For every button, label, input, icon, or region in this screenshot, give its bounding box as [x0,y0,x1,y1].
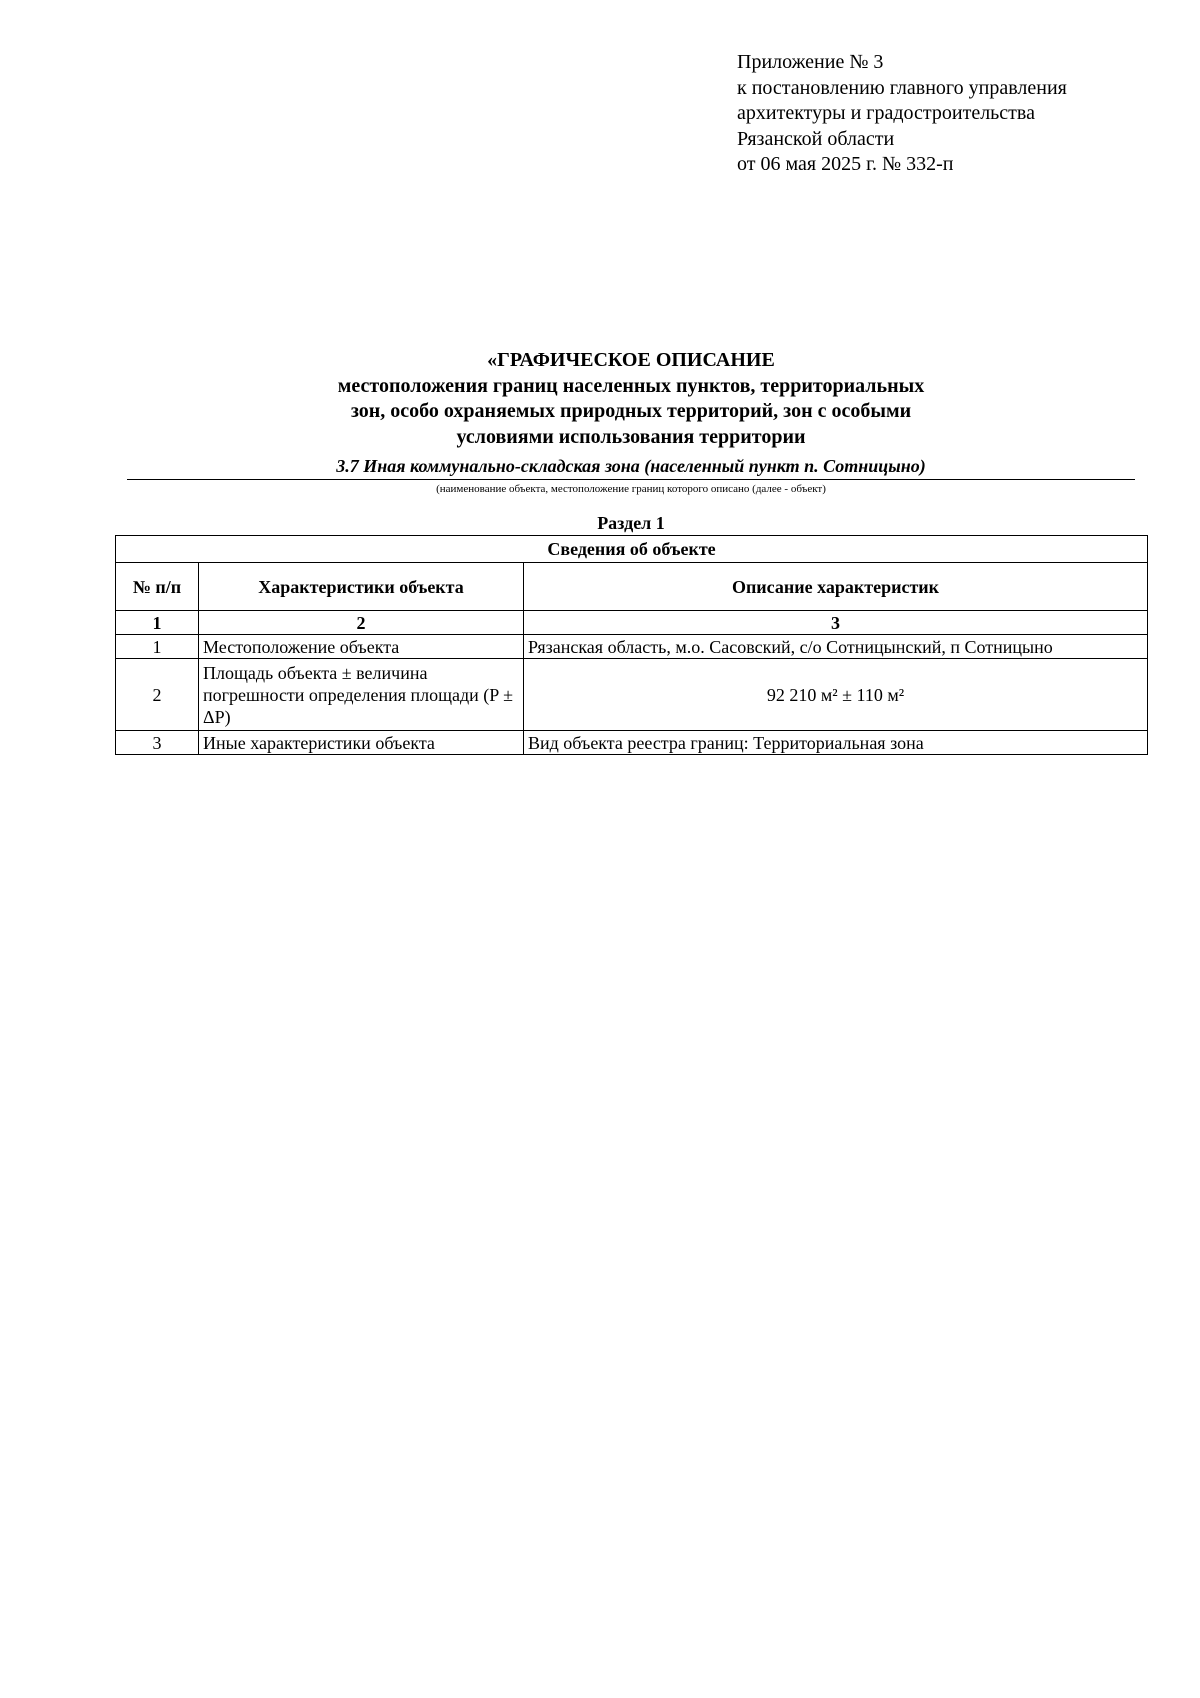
title-line: условиями использования территории [456,425,806,448]
title-line: «ГРАФИЧЕСКОЕ ОПИСАНИЕ [487,349,775,371]
object-name: 3.7 Иная коммунально-складская зона (населенный пункт п. Сотницыно) [336,456,926,476]
appendix-line: от 06 мая 2025 г. № 332-п [737,153,954,175]
row-description: Рязанская область, м.о. Сасовский, с/о Сотницынский, п Сотницыно [524,635,1148,659]
row-characteristic: Площадь объекта ± величина погрешности определения площади (P ± ΔP) [199,659,524,731]
appendix-line: Рязанской области [737,127,895,150]
row-description: Вид объекта реестра границ: Территориальная зона [524,731,1148,755]
document-title [127,348,1135,450]
header-description: Описание характеристик [524,563,1148,611]
column-number: 3 [524,611,1148,635]
header-number: № п/п [116,563,199,611]
section-label: Раздел 1 [597,513,665,533]
row-number: 2 [116,659,199,731]
table-row [116,659,1148,731]
appendix-line: Приложение № 3 [737,51,884,73]
column-number: 1 [116,611,199,635]
appendix-line: к постановлению главного управления [737,76,1067,99]
underline-divider [127,479,1135,480]
column-number: 2 [199,611,524,635]
table-row [116,635,1148,659]
row-description: 92 210 м² ± 110 м² [524,659,1148,731]
row-characteristic: Местоположение объекта [199,635,524,659]
object-info-table [115,535,1148,755]
object-name-caption: (наименование объекта, местоположение границ которого описано (далее - объект) [436,483,826,495]
title-line: местоположения границ населенных пунктов, территориальных [337,374,925,397]
title-line: зон, особо охраняемых природных территорий, зон с особыми [350,400,912,422]
row-number: 3 [116,731,199,755]
header-characteristic: Характеристики объекта [199,563,524,611]
table-caption: Сведения об объекте [116,536,1148,563]
appendix-block [737,50,1067,178]
row-characteristic: Иные характеристики объекта [199,731,524,755]
row-number: 1 [116,635,199,659]
table-row [116,731,1148,755]
appendix-line: архитектуры и градостроительства [737,102,1035,124]
